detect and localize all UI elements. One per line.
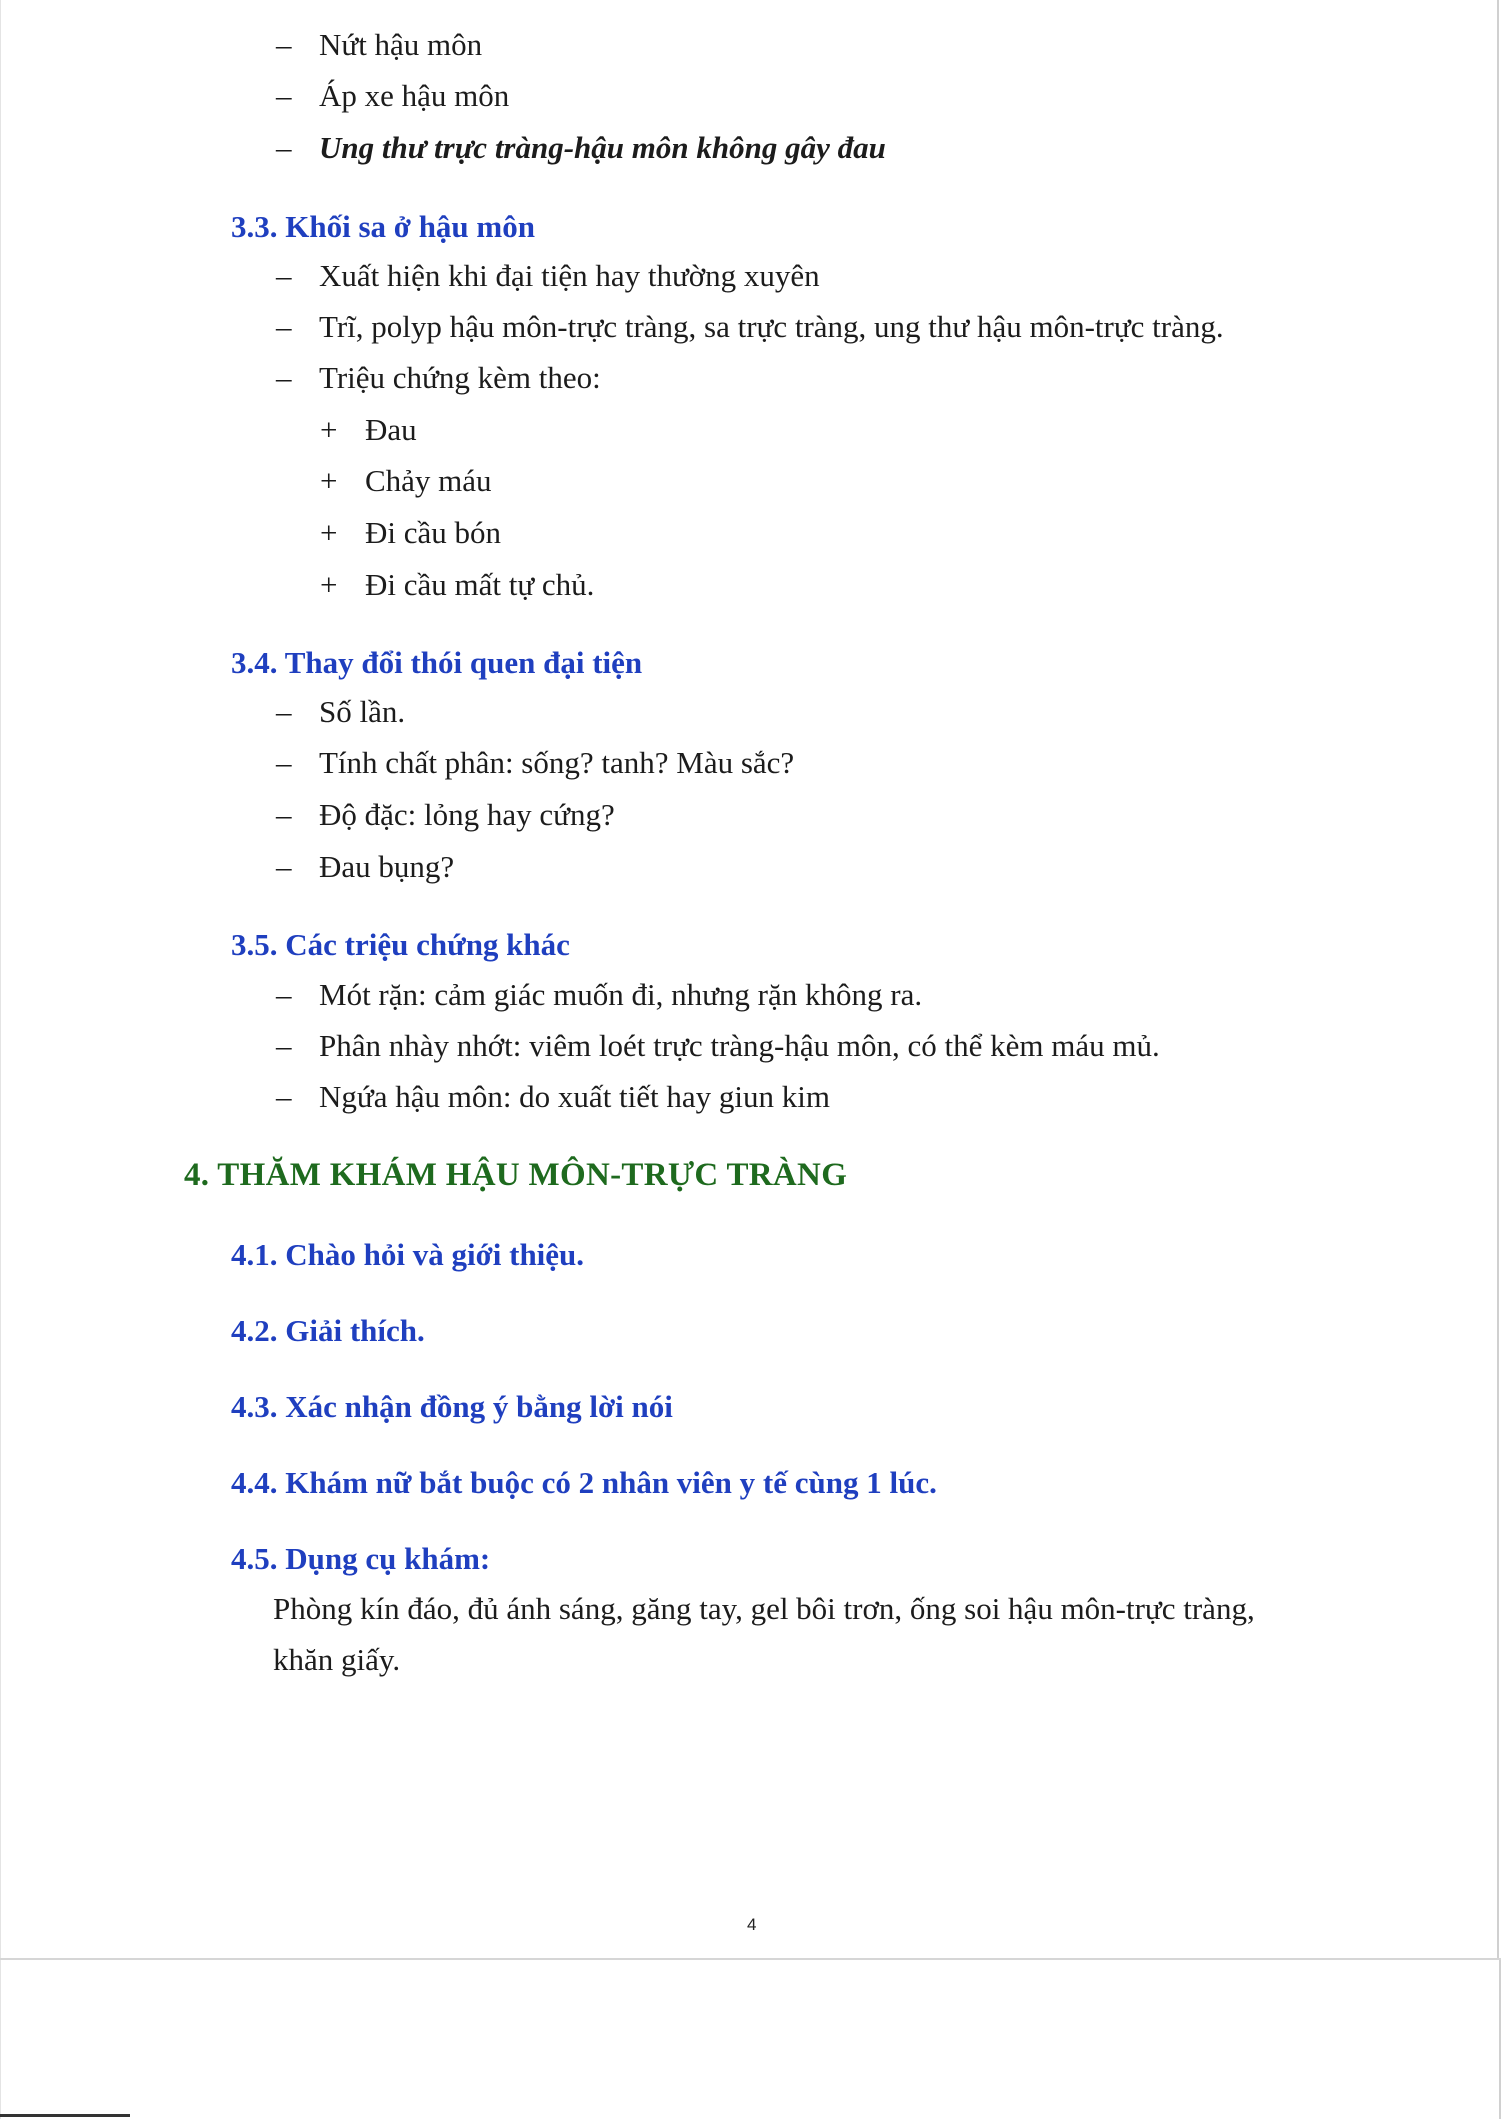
section-heading-4-3: 4.3. Xác nhận đồng ý bằng lời nói: [231, 1389, 673, 1424]
plus-marker: +: [320, 412, 338, 447]
plus-marker: +: [320, 567, 338, 602]
paragraph-line: Phòng kín đáo, đủ ánh sáng, găng tay, gel bôi trơn, ống soi hậu môn-trực tràng,: [273, 1591, 1255, 1626]
dash-marker: –: [276, 1028, 292, 1063]
list-item: Triệu chứng kèm theo:: [319, 360, 601, 395]
dash-marker: –: [276, 977, 292, 1012]
section-heading-4-5: 4.5. Dụng cụ khám:: [231, 1541, 491, 1576]
dash-marker: –: [276, 130, 292, 165]
dash-marker: –: [276, 849, 292, 884]
sub-list-item: Đau: [365, 412, 417, 447]
plus-marker: +: [320, 463, 338, 498]
section-heading-4-2: 4.2. Giải thích.: [231, 1313, 425, 1348]
list-item: Áp xe hậu môn: [319, 78, 510, 113]
dash-marker: –: [276, 27, 292, 62]
list-item: Ngứa hậu môn: do xuất tiết hay giun kim: [319, 1079, 831, 1114]
sub-list-item: Đi cầu mất tự chủ.: [365, 567, 595, 602]
section-heading-3-4: 3.4. Thay đổi thói quen đại tiện: [231, 645, 643, 680]
dash-marker: –: [276, 1079, 292, 1114]
dash-marker: –: [276, 78, 292, 113]
page-number: 4: [747, 1915, 757, 1934]
list-item: Phân nhày nhớt: viêm loét trực tràng-hậu môn, có thể kèm máu mủ.: [319, 1028, 1160, 1063]
next-page: [0, 1960, 1501, 2119]
list-item: Mót rặn: cảm giác muốn đi, nhưng rặn không ra.: [319, 977, 923, 1012]
section-heading-4: 4. THĂM KHÁM HẬU MÔN-TRỰC TRÀNG: [184, 1157, 848, 1193]
list-item: Xuất hiện khi đại tiện hay thường xuyên: [319, 258, 820, 293]
dash-marker: –: [276, 309, 292, 344]
sub-list-item: Đi cầu bón: [365, 515, 502, 550]
list-item: Nứt hậu môn: [319, 27, 483, 62]
sub-list-item: Chảy máu: [365, 463, 492, 498]
section-heading-4-4: 4.4. Khám nữ bắt buộc có 2 nhân viên y tế cùng 1 lúc.: [231, 1465, 937, 1500]
page-edge-mark: [0, 2114, 130, 2117]
list-item: Đau bụng?: [319, 849, 455, 884]
list-item: Số lần.: [319, 694, 406, 729]
section-heading-3-5: 3.5. Các triệu chứng khác: [231, 927, 570, 962]
list-item: Ung thư trực tràng-hậu môn không gây đau: [319, 130, 886, 165]
list-item: Độ đặc: lỏng hay cứng?: [319, 797, 615, 832]
list-item: Trĩ, polyp hậu môn-trực tràng, sa trực tràng, ung thư hậu môn-trực tràng.: [319, 309, 1224, 344]
dash-marker: –: [276, 745, 292, 780]
section-heading-4-1: 4.1. Chào hỏi và giới thiệu.: [231, 1237, 585, 1272]
plus-marker: +: [320, 515, 338, 550]
dash-marker: –: [276, 797, 292, 832]
section-heading-3-3: 3.3. Khối sa ở hậu môn: [231, 209, 535, 244]
dash-marker: –: [276, 694, 292, 729]
dash-marker: –: [276, 258, 292, 293]
paragraph-line: khăn giấy.: [273, 1642, 401, 1677]
dash-marker: –: [276, 360, 292, 395]
list-item: Tính chất phân: sống? tanh? Màu sắc?: [319, 745, 795, 780]
